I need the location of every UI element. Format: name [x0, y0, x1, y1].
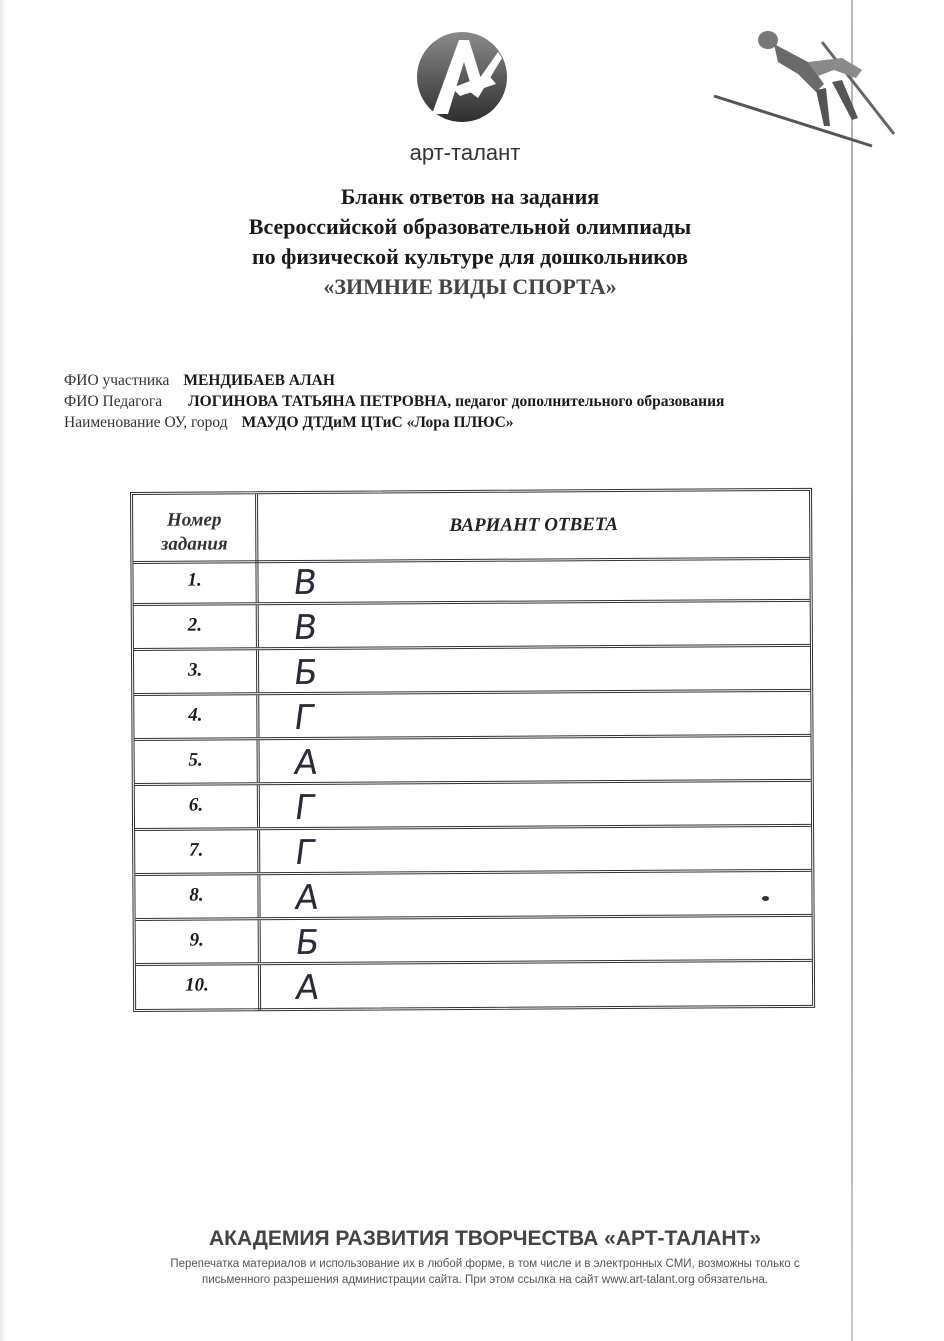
- task-number: 7.: [188, 839, 204, 861]
- handwritten-answer: Г: [291, 697, 318, 739]
- art-talant-logo-icon: [412, 22, 512, 132]
- table-row: [135, 872, 811, 921]
- table-row: [136, 917, 812, 966]
- handwritten-answer: В: [290, 562, 320, 604]
- table-row: [134, 647, 810, 696]
- brand-name: арт-талант: [409, 140, 521, 165]
- header-answer-label: ВАРИАНТ ОТВЕТА: [449, 514, 619, 537]
- header-number-line-1: Номер: [166, 509, 222, 531]
- teacher-line: [64, 393, 724, 411]
- scan-shadow: [0, 0, 6, 1341]
- handwritten-answer: Г: [292, 832, 319, 874]
- handwritten-answer: В: [291, 607, 320, 649]
- ski-jumper-icon: [712, 22, 902, 152]
- title-line-1: Бланк ответов на задания: [340, 184, 600, 209]
- title-subtitle: «ЗИМНИЕ ВИДЫ СПОРТА»: [323, 274, 617, 299]
- answer-table: [130, 488, 815, 1012]
- organization-label: Наименование ОУ, город: [64, 414, 228, 431]
- table-row: [133, 557, 809, 606]
- handwritten-answer: Б: [293, 922, 322, 964]
- table-row: [135, 737, 811, 786]
- teacher-label: ФИО Педагога: [64, 393, 163, 410]
- task-number: 10.: [185, 974, 209, 996]
- table-row: [135, 782, 811, 831]
- task-number: 4.: [188, 704, 203, 726]
- task-number: 5.: [188, 749, 203, 771]
- header-number-label: [133, 508, 255, 557]
- title-line-2: Всероссийской образовательной олимпиады: [248, 214, 692, 239]
- footer-note: [110, 1256, 860, 1288]
- handwritten-answer: Г: [292, 787, 319, 829]
- teacher-value: ЛОГИНОВА ТАТЬЯНА ПЕТРОВНА, педагог дополнительного образования: [188, 393, 725, 410]
- task-number: 9.: [189, 929, 204, 951]
- handwritten-answer: А: [291, 742, 321, 784]
- header-number-line-2: задания: [160, 533, 228, 555]
- table-row: [135, 827, 811, 876]
- table-row: [136, 962, 812, 1011]
- handwritten-answer: А: [293, 967, 322, 1009]
- paper-edge-line: [851, 0, 853, 1341]
- organization-line: [64, 414, 514, 432]
- table-row: [134, 602, 810, 651]
- footer-note-line-1: Перепечатка материалов и использование их в любой форме, в том числе и в электронных СМИ, возможны только с: [170, 1258, 800, 1270]
- task-number: 3.: [187, 659, 203, 681]
- task-number: 1.: [187, 569, 202, 591]
- organization-value: МАУДО ДТДиМ ЦТиС «Лора ПЛЮС»: [241, 414, 514, 431]
- task-number: 2.: [187, 614, 203, 636]
- footer-note-line-2: письменного разрешения администрации сайта. При этом ссылка на сайт www.art-talant.org обязательна.: [202, 1274, 768, 1286]
- participant-value: МЕНДИБАЕВ АЛАН: [183, 372, 335, 389]
- participant-line: [64, 372, 335, 390]
- task-number: 8.: [189, 884, 204, 906]
- footer-title: АКАДЕМИЯ РАЗВИТИЯ ТВОРЧЕСТВА «АРТ-ТАЛАНТ»: [208, 1227, 762, 1250]
- table-header: [133, 491, 809, 564]
- handwritten-answer: А: [292, 877, 322, 919]
- handwritten-answer: Б: [291, 652, 321, 694]
- title-line-3: по физической культуре для дошкольников: [251, 244, 689, 269]
- task-number: 6.: [188, 794, 204, 816]
- ink-dot: [762, 896, 769, 901]
- participant-label: ФИО участника: [64, 372, 170, 389]
- table-row: [134, 692, 810, 741]
- sheet-title: [150, 182, 790, 302]
